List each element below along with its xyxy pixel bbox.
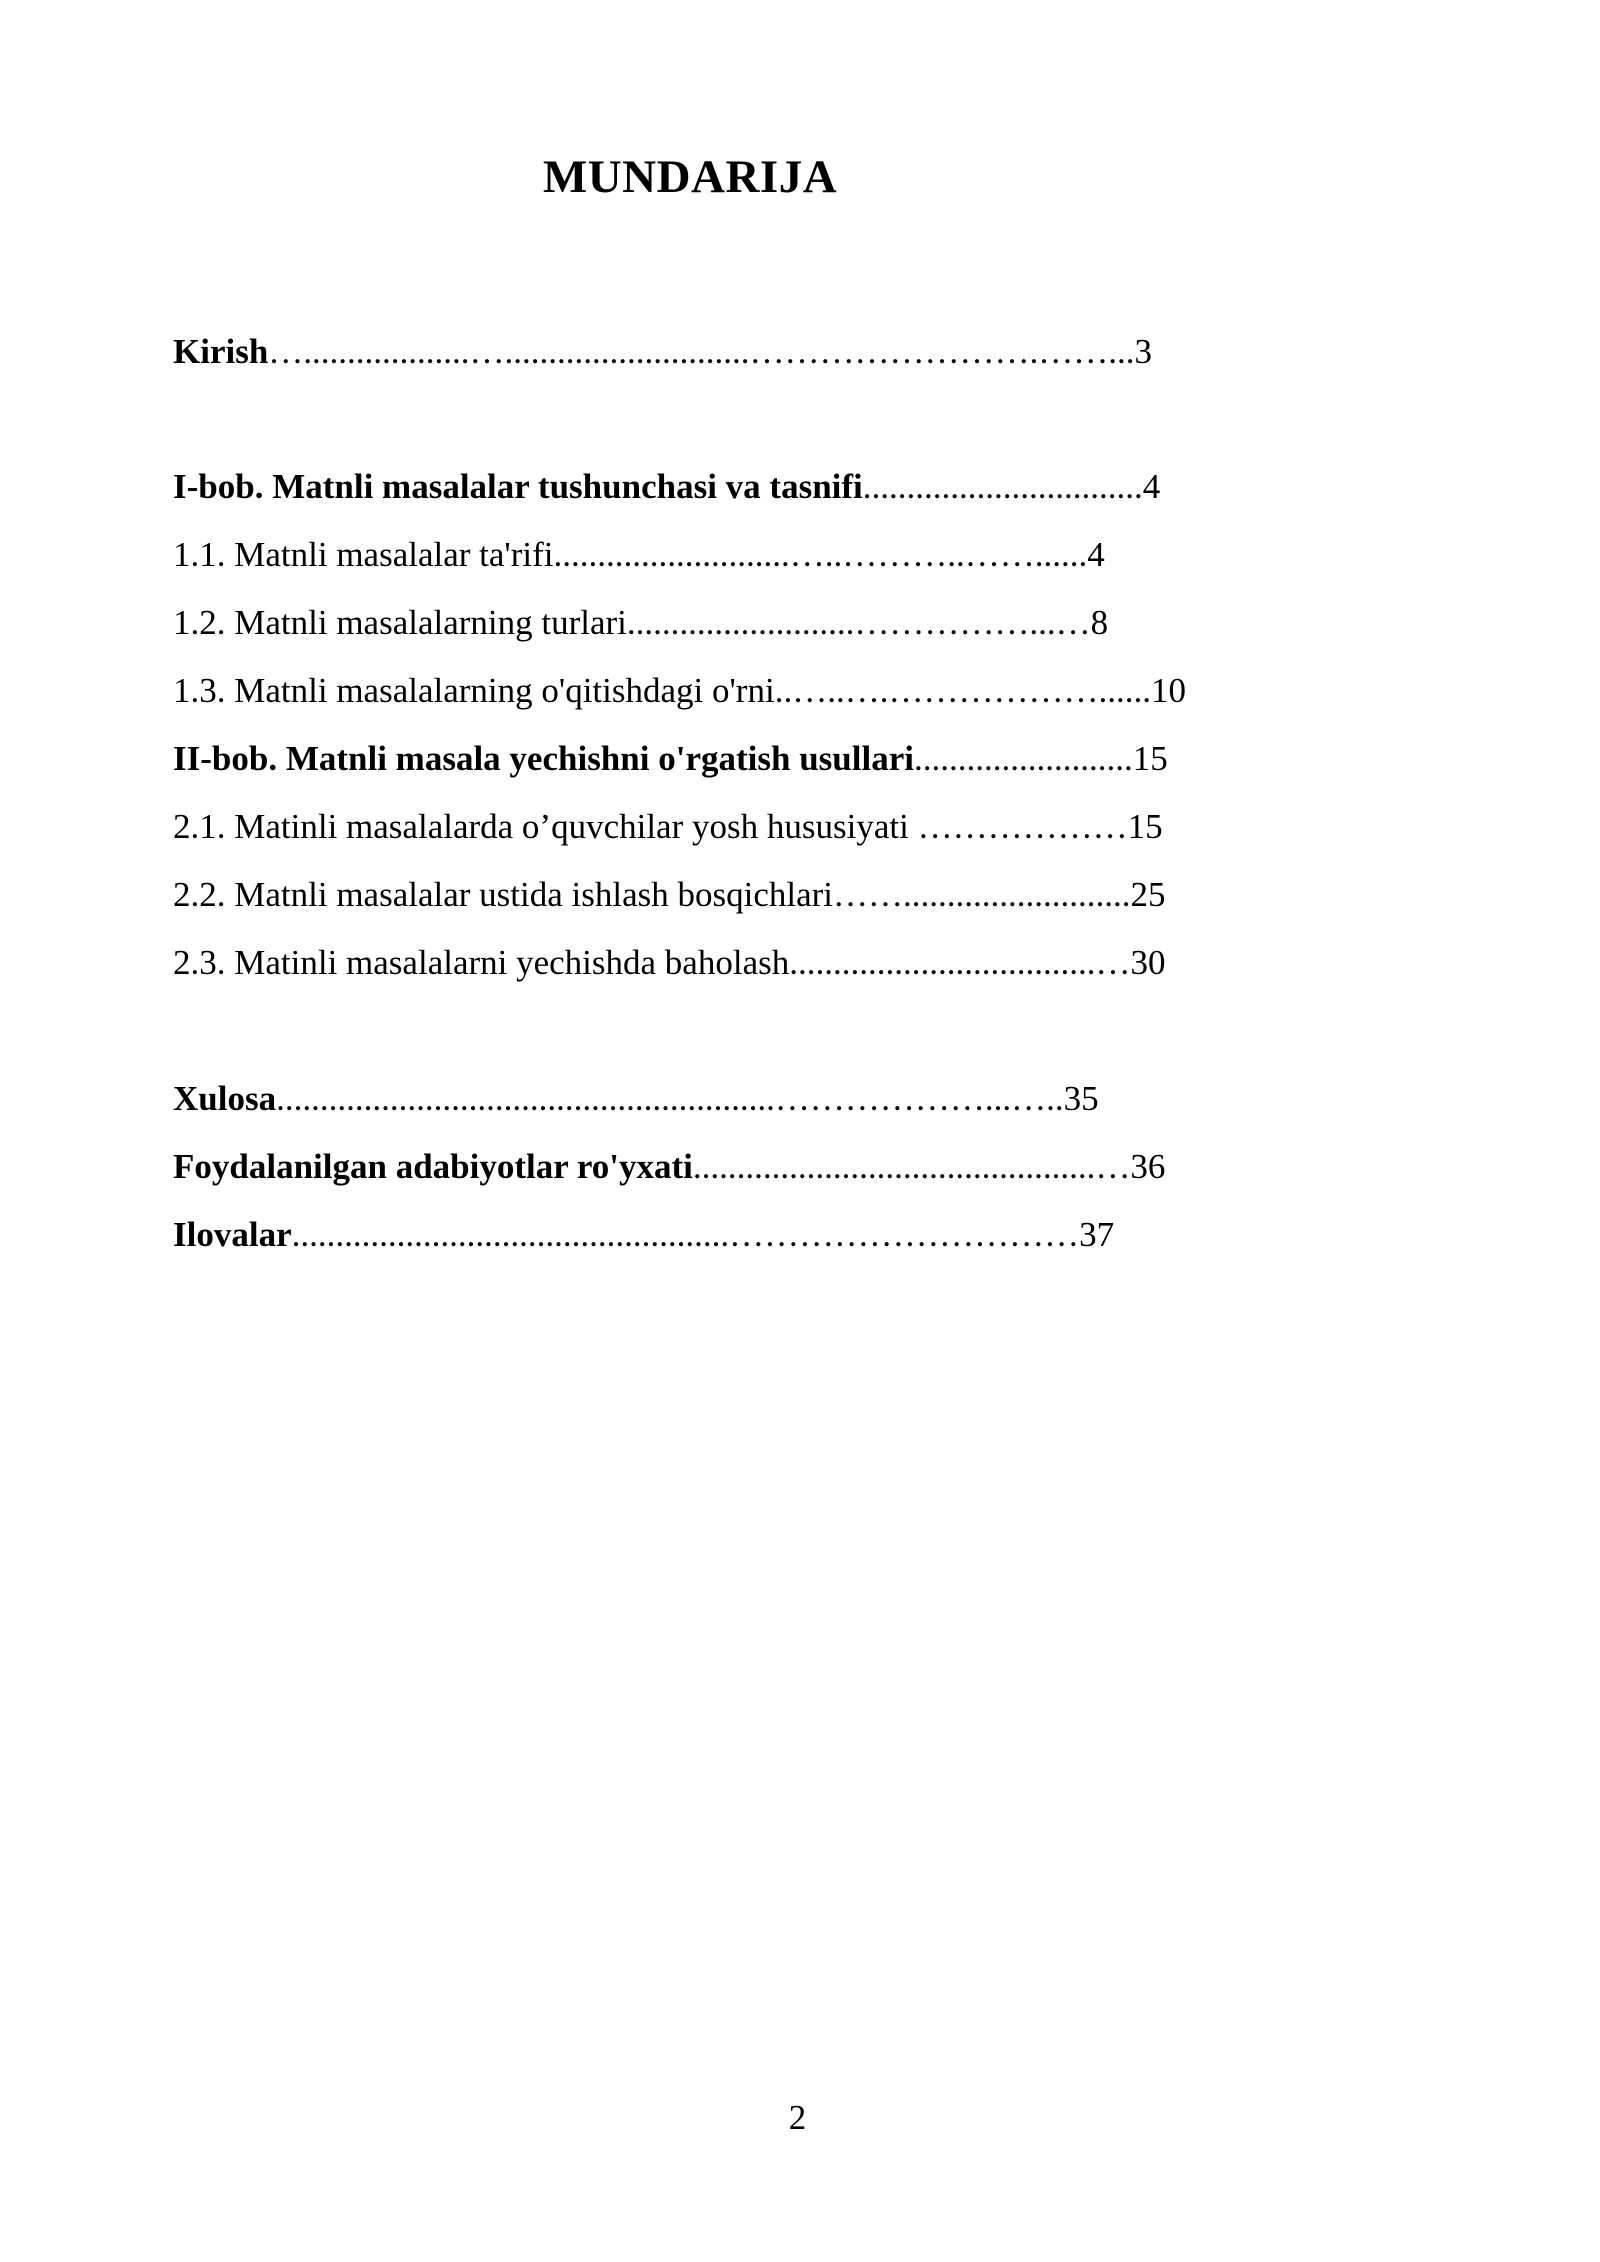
- toc-entry-label: Xulosa: [173, 1079, 277, 1118]
- toc-entry-leader: ...................................…: [789, 943, 1131, 982]
- toc-entry-leader: …...................…............................…………………….……...: [268, 332, 1135, 371]
- footer-page-number: 2: [788, 2098, 807, 2137]
- toc-entry-bibliography: [173, 1145, 1165, 1189]
- toc-entry-label: 2.2. Matnli masalalar ustida ishlash bosqichlari: [173, 875, 834, 914]
- toc-entry-1-2: [173, 601, 1108, 645]
- toc-entry-leader: ..............................................…: [692, 1147, 1131, 1186]
- toc-entry-page: 10: [1150, 671, 1186, 710]
- toc-entry-chapter-2: [173, 737, 1168, 781]
- toc-entry-chapter-1: [173, 465, 1160, 509]
- page-title: MUNDARIJA: [542, 151, 838, 203]
- toc-entry-leader: ……..........................: [833, 875, 1131, 914]
- toc-entry-page: 25: [1130, 875, 1166, 914]
- toc-entry-xulosa: [173, 1077, 1099, 1121]
- toc-entry-label: Kirish: [173, 332, 269, 371]
- toc-entry-2-2: [173, 873, 1166, 917]
- toc-entry-label: 1.3. Matnli masalalarning o'qitishdagi o'rni: [173, 671, 775, 710]
- toc-entry-leader: .........................: [913, 739, 1133, 778]
- toc-entry-1-3: [173, 669, 1186, 713]
- toc-entry-page: 15: [1132, 739, 1168, 778]
- toc-entry-1-1: [173, 533, 1105, 577]
- toc-entry-page: 35: [1063, 1079, 1099, 1118]
- toc-entry-page: 15: [1127, 807, 1163, 846]
- toc-entry-page: 8: [1090, 603, 1109, 642]
- toc-entry-label: 2.3. Matinli masalalarni yechishda baholash: [173, 943, 790, 982]
- toc-entry-leader: ...........................…..………..……......: [553, 535, 1088, 574]
- toc-entry-page: 30: [1130, 943, 1166, 982]
- toc-entry-2-1: [173, 805, 1163, 849]
- toc-entry-2-3: [173, 941, 1165, 985]
- toc-entry-leader: ..…..….………………......: [774, 671, 1151, 710]
- toc-entry-page: 4: [1142, 467, 1161, 506]
- toc-entry-page: 4: [1087, 535, 1105, 574]
- toc-entry-leader: ................................: [862, 467, 1143, 506]
- toc-entry-page: 3: [1134, 332, 1153, 371]
- toc-entry-page: 36: [1130, 1147, 1166, 1186]
- toc-entry-label: Foydalanilgan adabiyotlar ro'yxati: [173, 1147, 693, 1186]
- toc-entry-ilovalar: [173, 1213, 1114, 1257]
- toc-entry-leader: ………………: [908, 807, 1128, 846]
- toc-entry-label: 2.1. Matinli masalalarda o’quvchilar yosh hususiyati: [173, 807, 909, 846]
- toc-entry-label: I-bob. Matnli masalalar tushunchasi va tasnifi: [173, 467, 863, 506]
- toc-entry-leader: .........................................................………………...…..: [276, 1079, 1064, 1118]
- toc-entry-leader: ..................................................…………………………: [291, 1215, 1080, 1254]
- toc-entry-page: 37: [1079, 1215, 1115, 1254]
- toc-entry-kirish: [173, 330, 1152, 374]
- toc-entry-leader: ..........................……………...…: [626, 603, 1091, 642]
- toc-entry-label: Ilovalar: [173, 1215, 292, 1254]
- toc-entry-label: 1.1. Matnli masalalar ta'rifi: [173, 535, 554, 574]
- toc-entry-label: II-bob. Matnli masala yechishni o'rgatish usullari: [173, 739, 914, 778]
- toc-entry-label: 1.2. Matnli masalalarning turlari: [173, 603, 627, 642]
